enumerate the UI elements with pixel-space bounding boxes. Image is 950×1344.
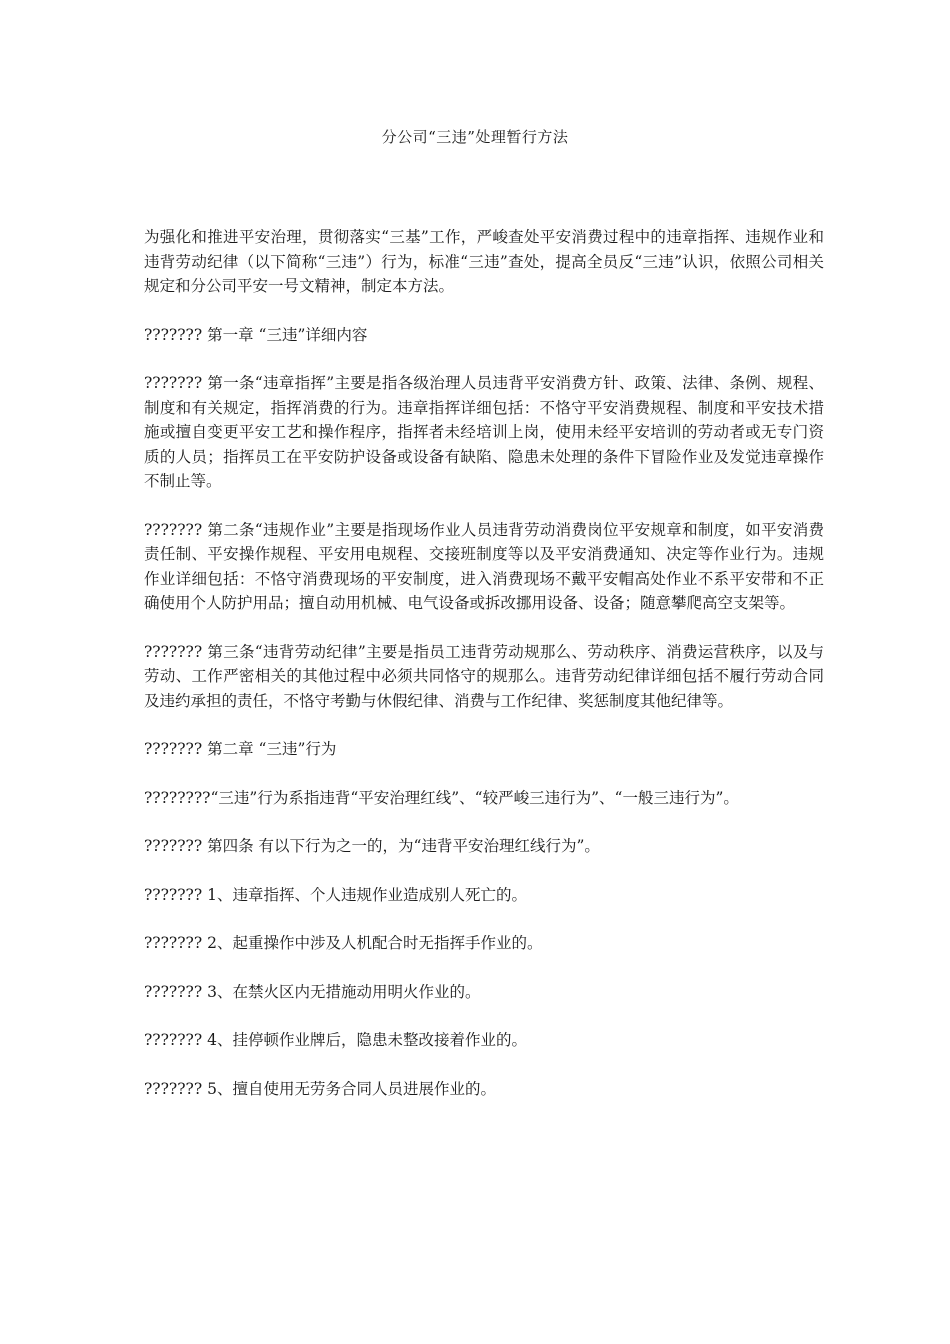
list-item: ??????? 4、挂停顿作业牌后，隐患未整改接着作业的。 <box>144 1031 527 1049</box>
article-paragraph: ??????? 第一条“违章指挥”主要是指各级治理人员违背平安消费方针、政策、法律、条例、规程、制度和有关规定，指挥消费的行为。违章指挥详细包括：不恪守平安消费规程、制度和平安技术措施或擅自变更平安工艺和操作程序，指挥者未经培训上岗，使用未经平安培训的劳动者或无专门资质的人员；指挥员工在平安防护设备或设备有缺陷、隐患未处理的条件下冒险作业及发觉违章操作不制止等。 <box>144 374 824 490</box>
list-item: ??????? 3、在禁火区内无措施动用明火作业的。 <box>144 982 481 1001</box>
article-paragraph: ??????? 第三条“违背劳动纪律”主要是指员工违背劳动规那么、劳动秩序、消费运营秩序，以及与劳动、工作严密相关的其他过程中必须共同恪守的规那么。违背劳动纪律详细包括不履行劳动合同及违约承担的责任，不恪守考勤与休假纪律、消费与工作纪律、奖惩制度其他纪律等。 <box>144 642 824 710</box>
list-item: ??????? 1、违章指挥、个人违规作业造成别人死亡的。 <box>144 885 527 904</box>
definition-paragraph: ????????“三违”行为系指违背“平安治理红线”、“较严峻三违行为”、“一般三违行为”。 <box>144 788 739 807</box>
article-paragraph: ??????? 第二条“违规作业”主要是指现场作业人员违背劳动消费岗位平安规章和制度，如平安消费责任制、平安操作规程、平安用电规程、交接班制度等以及平安消费通知、决定等作业行为。违规作业详细包括：不恪守消费现场的平安制度，进入消费现场不戴平安帽高处作业不系平安带和不正确使用个人防护用品；擅自动用机械、电气设备或拆改挪用设备、设备；随意攀爬高空支架等。 <box>144 520 824 612</box>
chapter-heading: ??????? 第二章 “三违”行为 <box>144 740 337 758</box>
chapter-heading: ??????? 第一章 “三违”详细内容 <box>144 325 368 344</box>
list-item: ??????? 5、擅自使用无劳务合同人员进展作业的。 <box>144 1079 496 1098</box>
document-title: 分公司“三违”处理暂行方法 <box>381 128 569 146</box>
intro-paragraph: 为强化和推进平安治理，贯彻落实“三基”工作，严峻查处平安消费过程中的违章指挥、违规作业和违背劳动纪律（以下简称“三违”）行为，标准“三违”查处，提高全员反“三违”认识，依照公司相关规定和分公司平安一号文精神，制定本方法。 <box>144 228 824 295</box>
article-paragraph: ??????? 第四条 有以下行为之一的，为“违背平安治理红线行为”。 <box>144 837 600 855</box>
list-item: ??????? 2、起重操作中涉及人机配合时无指挥手作业的。 <box>144 934 543 952</box>
document-body <box>144 225 824 1125</box>
